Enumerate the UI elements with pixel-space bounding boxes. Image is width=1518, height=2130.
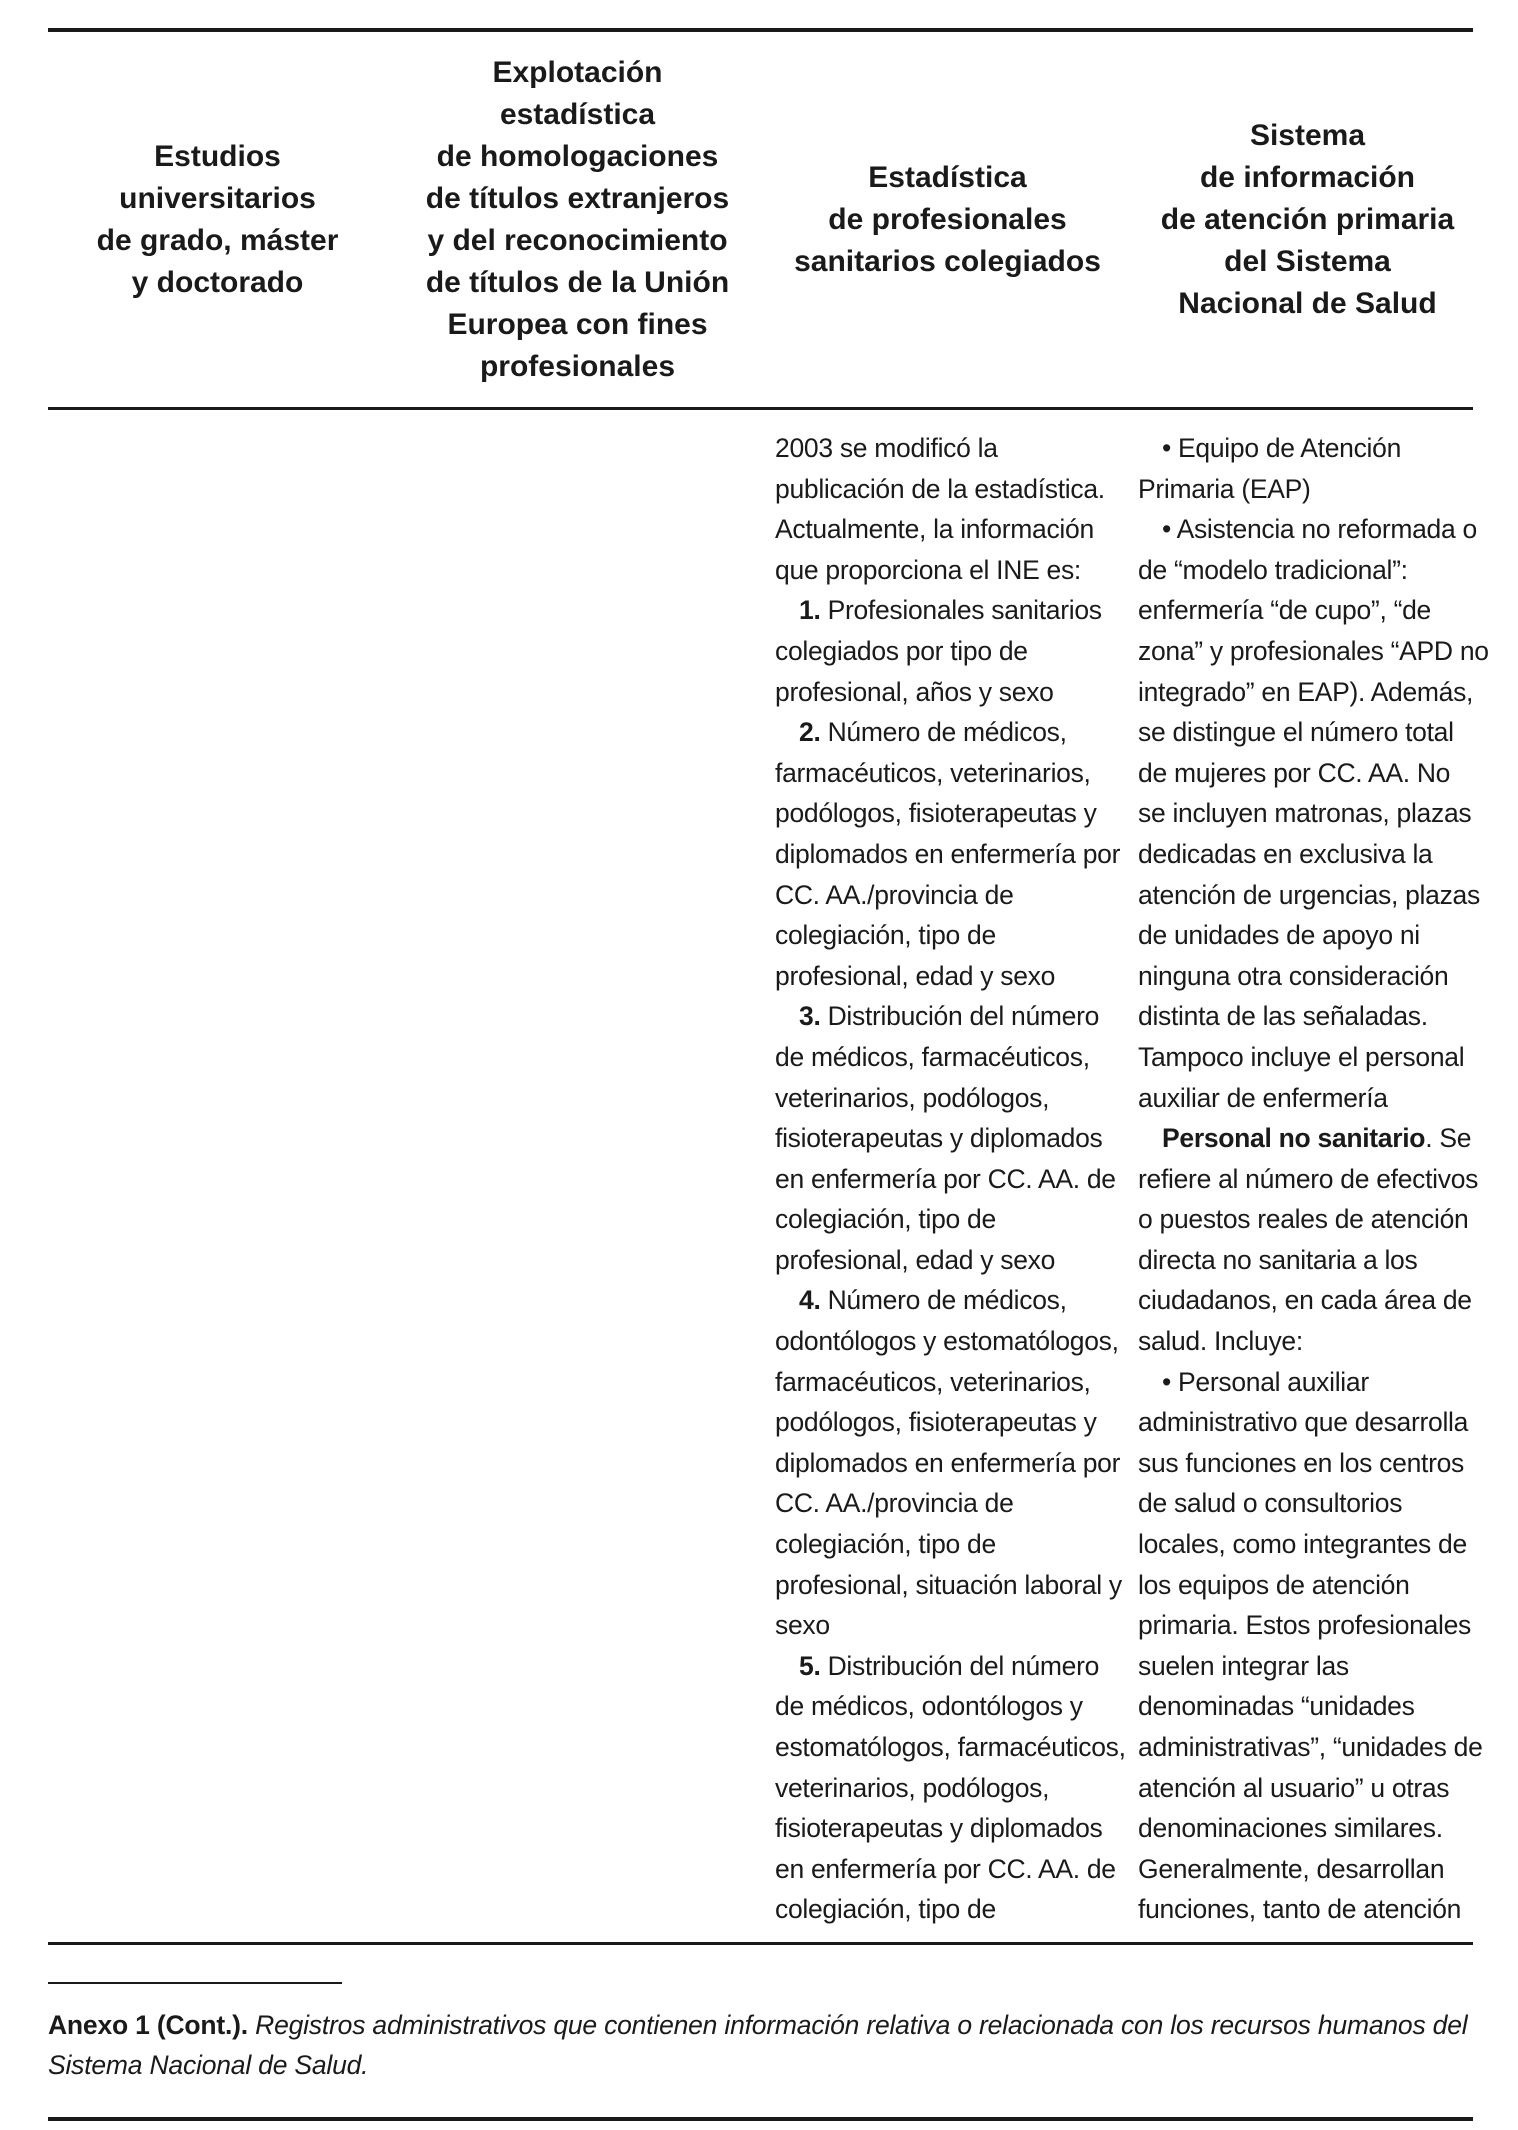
text-line: los equipos de atención bbox=[1138, 1569, 1410, 1600]
text-line: profesional, edad y sexo bbox=[775, 1244, 1056, 1275]
text-line: odontólogos y estomatólogos, bbox=[775, 1326, 1119, 1357]
table-bottom-rule bbox=[48, 1942, 1473, 1945]
text-line: profesional, años y sexo bbox=[775, 676, 1054, 707]
text-line: atención de urgencias, plazas bbox=[1138, 879, 1480, 910]
text-line: enfermería “de cupo”, “de bbox=[1138, 595, 1431, 626]
caption-label: Anexo 1 (Cont.). bbox=[48, 2010, 248, 2040]
text-line: auxiliar de enfermería bbox=[1138, 1082, 1388, 1113]
list-item-5: 5. Distribución del número bbox=[799, 1650, 1100, 1681]
bullet-item: • Asistencia no reformada o bbox=[1162, 514, 1477, 545]
text-line: ninguna otra consideración bbox=[1138, 960, 1449, 991]
section-heading-personal-no-sanitario: Personal no sanitario. Se bbox=[1162, 1123, 1472, 1154]
list-item-3: 3. Distribución del número bbox=[799, 1001, 1100, 1032]
cell-sistema-atencion-primaria bbox=[1138, 428, 1489, 1930]
text-line: integrado” en EAP). Además, bbox=[1138, 676, 1474, 707]
text-line: se incluyen matronas, plazas bbox=[1138, 798, 1472, 829]
text-line: fisioterapeutas y diplomados bbox=[775, 1813, 1103, 1844]
text-line: colegiación, tipo de bbox=[775, 1204, 996, 1235]
text-line: sus funciones en los centros bbox=[1138, 1447, 1464, 1478]
text-line: farmacéuticos, veterinarios, bbox=[775, 757, 1091, 788]
text-line: Generalmente, desarrollan bbox=[1138, 1853, 1445, 1884]
text-line: locales, como integrantes de bbox=[1138, 1529, 1467, 1560]
text-line: CC. AA./provincia de bbox=[775, 879, 1014, 910]
text-line: colegiación, tipo de bbox=[775, 920, 996, 951]
header-sistema-atencion-primaria: Sistema de información de atención primaria del Sistema Nacional de Salud bbox=[1160, 118, 1455, 320]
text-line: profesional, edad y sexo bbox=[775, 960, 1056, 991]
bullet-item: • Equipo de Atención bbox=[1162, 433, 1402, 463]
header-rule bbox=[48, 407, 1473, 410]
text-line: CC. AA./provincia de bbox=[775, 1488, 1014, 1519]
text-line: de unidades de apoyo ni bbox=[1138, 920, 1420, 951]
text-line: se distingue el número total bbox=[1138, 717, 1454, 748]
text-line: publicación de la estadística. bbox=[775, 473, 1105, 504]
text-line: de médicos, farmacéuticos, bbox=[775, 1041, 1090, 1072]
list-number: 3. bbox=[799, 1001, 821, 1032]
text-line: atención al usuario” u otras bbox=[1138, 1772, 1450, 1803]
table-caption bbox=[48, 2005, 1473, 2085]
text-line: directa no sanitaria a los bbox=[1138, 1244, 1418, 1275]
list-item-4: 4. Número de médicos, bbox=[799, 1285, 1067, 1316]
text-line: Actualmente, la información bbox=[775, 514, 1094, 545]
text-line: ciudadanos, en cada área de bbox=[1138, 1285, 1472, 1316]
caption-text: Registros administrativos que contienen información relativa o relacionada con los recursos humanos del Sistema Nacional de Salud. bbox=[48, 2010, 1468, 2080]
text-line: veterinarios, podólogos, bbox=[775, 1082, 1050, 1113]
list-item-2: 2. Número de médicos, bbox=[799, 717, 1067, 748]
text-line: que proporciona el INE es: bbox=[775, 554, 1081, 585]
text-line: colegiados por tipo de bbox=[775, 635, 1028, 666]
text-line: de “modelo tradicional”: bbox=[1138, 554, 1408, 585]
text-line: denominaciones similares. bbox=[1138, 1813, 1443, 1844]
list-number: 2. bbox=[799, 717, 821, 748]
text-line: administrativo que desarrolla bbox=[1138, 1407, 1469, 1438]
text-line: funciones, tanto de atención bbox=[1138, 1894, 1462, 1925]
text-line: estomatólogos, farmacéuticos, bbox=[775, 1732, 1126, 1762]
cell-profesionales-colegiados bbox=[775, 428, 1126, 1930]
text-line: sexo bbox=[775, 1610, 830, 1641]
text-line: Primaria (EAP) bbox=[1138, 473, 1311, 504]
text-line: colegiación, tipo de bbox=[775, 1894, 996, 1925]
text-line: colegiación, tipo de bbox=[775, 1529, 996, 1560]
text-line: salud. Incluye: bbox=[1138, 1326, 1303, 1357]
text-line: diplomados en enfermería por bbox=[775, 838, 1121, 869]
text-line: de médicos, odontólogos y bbox=[775, 1691, 1083, 1722]
header-estudios-universitarios: Estudios universitarios de grado, máster y doctorado bbox=[96, 139, 339, 299]
page-bottom-rule bbox=[48, 2117, 1473, 2121]
text-line: veterinarios, podólogos, bbox=[775, 1772, 1050, 1803]
text-line: de salud o consultorios bbox=[1138, 1488, 1403, 1519]
list-number: 4. bbox=[799, 1285, 821, 1316]
text-line: en enfermería por CC. AA. de bbox=[775, 1853, 1116, 1884]
text-line: podólogos, fisioterapeutas y bbox=[775, 1407, 1097, 1438]
text-line: fisioterapeutas y diplomados bbox=[775, 1123, 1103, 1154]
text-line: denominadas “unidades bbox=[1138, 1691, 1415, 1722]
list-number: 5. bbox=[799, 1650, 821, 1681]
text-line: dedicadas en exclusiva la bbox=[1138, 838, 1433, 869]
text-line: 2003 se modificó la bbox=[775, 433, 998, 463]
list-item-1: 1. Profesionales sanitarios bbox=[799, 595, 1102, 626]
text-line: Tampoco incluye el personal bbox=[1138, 1041, 1465, 1072]
header-profesionales-colegiados: Estadística de profesionales sanitarios colegiados bbox=[794, 160, 1101, 278]
text-line: primaria. Estos profesionales bbox=[1138, 1610, 1472, 1641]
text-line: diplomados en enfermería por bbox=[775, 1447, 1121, 1478]
text-line: o puestos reales de atención bbox=[1138, 1204, 1469, 1235]
text-line: profesional, situación laboral y bbox=[775, 1569, 1122, 1600]
text-line: podólogos, fisioterapeutas y bbox=[775, 798, 1097, 829]
text-line: en enfermería por CC. AA. de bbox=[775, 1163, 1116, 1194]
text-line: farmacéuticos, veterinarios, bbox=[775, 1366, 1091, 1397]
text-line: distinta de las señaladas. bbox=[1138, 1001, 1428, 1032]
header-homologaciones: Explotación estadística de homologaciones de títulos extranjeros y del reconocimiento de títulos de la Unión Europea con fines profesionales bbox=[425, 55, 730, 383]
list-number: 1. bbox=[799, 595, 821, 626]
text-line: de mujeres por CC. AA. No bbox=[1138, 757, 1451, 788]
caption-separator bbox=[48, 1982, 342, 1984]
text-line: suelen integrar las bbox=[1138, 1650, 1349, 1681]
bullet-item: • Personal auxiliar bbox=[1162, 1366, 1369, 1397]
text-line: zona” y profesionales “APD no bbox=[1138, 635, 1489, 666]
text-line: refiere al número de efectivos bbox=[1138, 1163, 1479, 1194]
text-line: administrativas”, “unidades de bbox=[1138, 1732, 1483, 1762]
